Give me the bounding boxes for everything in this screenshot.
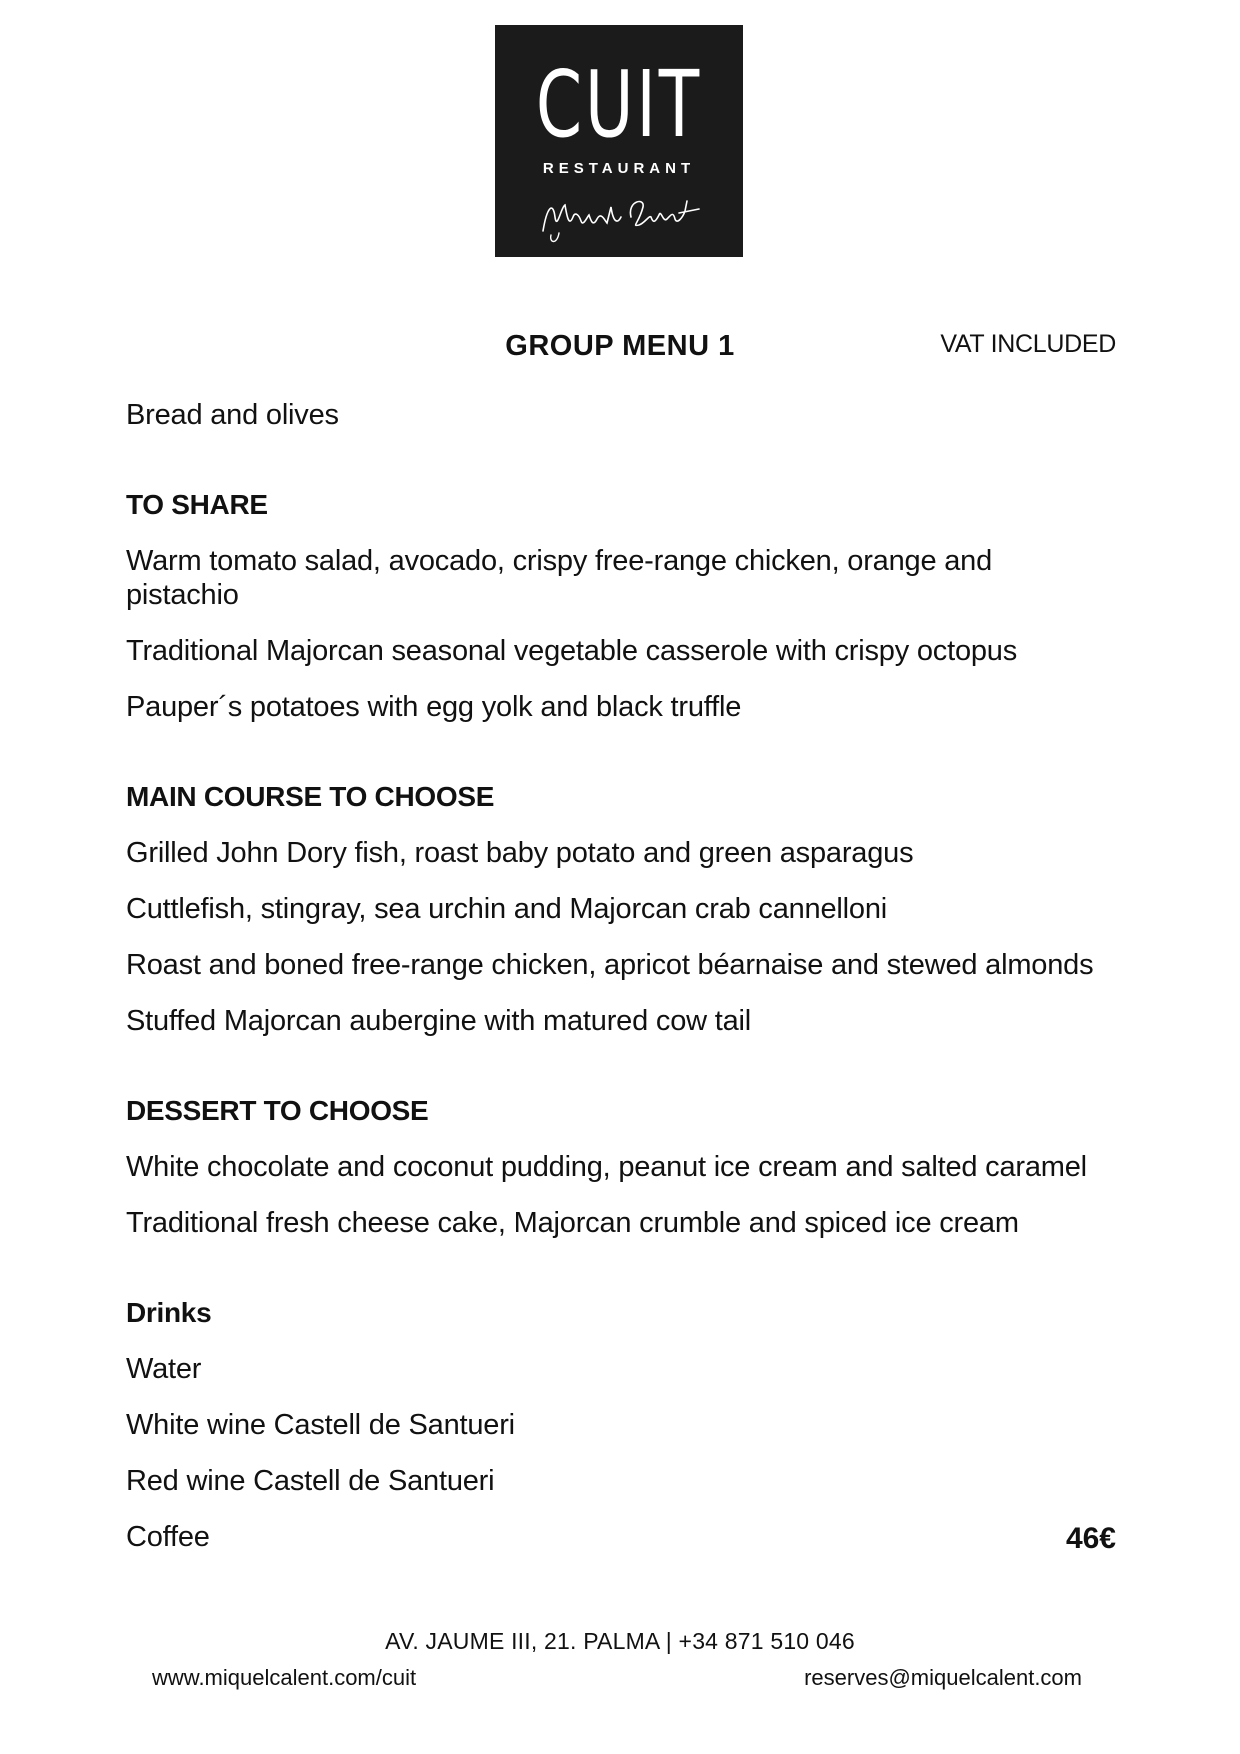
section-heading-share: TO SHARE xyxy=(126,489,268,520)
list-item: White wine Castell de Santueri xyxy=(126,1409,515,1441)
section-heading-main: MAIN COURSE TO CHOOSE xyxy=(126,781,495,812)
intro-item: Bread and olives xyxy=(126,399,339,431)
restaurant-logo xyxy=(495,25,743,257)
signature-icon xyxy=(535,187,705,247)
menu-title: GROUP MENU 1 xyxy=(505,330,735,362)
list-item: Traditional Majorcan seasonal vegetable casserole with crispy octopus xyxy=(126,635,1018,667)
list-item: Warm tomato salad, avocado, crispy free-range chicken, orange and pistachio xyxy=(126,545,993,611)
menu-price: 46€ xyxy=(1065,1522,1116,1555)
footer-address: AV. JAUME III, 21. PALMA | +34 871 510 046 xyxy=(385,1628,855,1654)
footer-website[interactable]: www.miquelcalent.com/cuit xyxy=(152,1665,417,1690)
list-item: White chocolate and coconut pudding, peanut ice cream and salted caramel xyxy=(126,1151,1087,1183)
list-item: Cuttlefish, stingray, sea urchin and Majorcan crab cannelloni xyxy=(126,893,888,925)
vat-note: VAT INCLUDED xyxy=(940,330,1116,358)
logo-wordmark: CUIT xyxy=(535,51,703,158)
section-heading-dessert: DESSERT TO CHOOSE xyxy=(126,1095,429,1126)
list-item: Pauper´s potatoes with egg yolk and black truffle xyxy=(126,691,742,723)
list-item: Traditional fresh cheese cake, Majorcan crumble and spiced ice cream xyxy=(126,1207,1019,1239)
section-heading-drinks: Drinks xyxy=(126,1297,212,1328)
menu-content xyxy=(126,398,1126,1576)
list-item: Red wine Castell de Santueri xyxy=(126,1465,495,1497)
list-item: Roast and boned free-range chicken, apricot béarnaise and stewed almonds xyxy=(126,949,1094,981)
footer-email[interactable]: reserves@miquelcalent.com xyxy=(804,1665,1082,1690)
list-item: Water xyxy=(126,1353,202,1385)
logo-subtitle: RESTAURANT xyxy=(542,160,696,177)
list-item: Grilled John Dory fish, roast baby potato and green asparagus xyxy=(126,837,914,869)
list-item: Coffee xyxy=(126,1521,210,1553)
list-item: Stuffed Majorcan aubergine with matured cow tail xyxy=(126,1005,751,1037)
